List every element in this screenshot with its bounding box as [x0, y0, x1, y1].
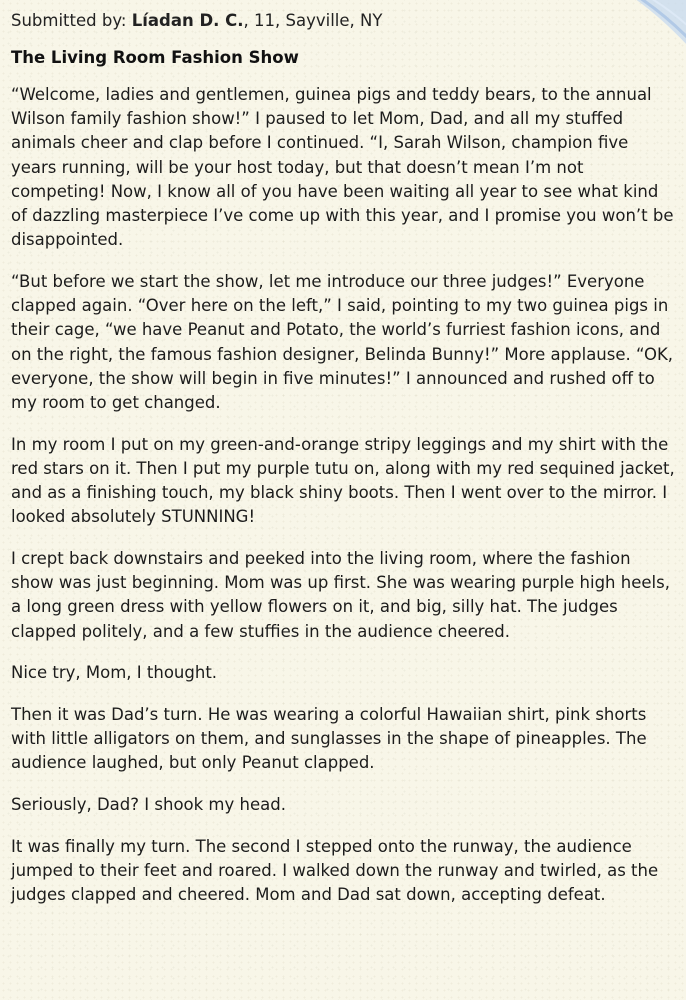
story-paragraph: Seriously, Dad? I shook my head.	[11, 795, 286, 815]
story-paragraph: Then it was Dad’s turn. He was wearing a colorful Hawaiian shirt, pink shorts with little alligators on them, and sunglasses in the shape of pineapples. The audience laughed, but only Peanut clapped.	[11, 704, 647, 773]
story-paragraph: I crept back downstairs and peeked into the living room, where the fashion show was just beginning. Mom was up first. She was wearing purple high heels, a long green dress with yellow flowers on it, and big, silly hat. The judges clapped politely, and a few stuffies in the audience cheered.	[11, 548, 670, 641]
submission-byline	[11, 9, 676, 33]
story-paragraph: In my room I put on my green-and-orange stripy leggings and my shirt with the red stars on it. Then I put my purple tutu on, along with my red sequined jacket, and as a finishing touch, my black shiny boots. Then I went over to the mirror. I looked absolutely STUNNING!	[11, 434, 675, 527]
submission-prefix: Submitted by:	[11, 11, 132, 30]
author-details: , 11, Sayville, NY	[243, 11, 383, 30]
story-content	[11, 0, 676, 907]
story-paragraph: “Welcome, ladies and gentlemen, guinea pigs and teddy bears, to the annual Wilson family fashion show!” I paused to let Mom, Dad, and all my stuffed animals cheer and clap before I continued. “I, Sarah Wilson, champion five years running, will be your host today, but that doesn’t mean I’m not competing! Now, I know all of you have been waiting all year to see what kind of dazzling masterpiece I’ve come up with this year, and I promise you won’t be disappointed.	[11, 85, 674, 250]
author-name: Líadan D. C.	[131, 11, 244, 30]
story-body	[11, 83, 676, 907]
story-title: The Living Room Fashion Show	[11, 48, 299, 67]
story-paragraph: “But before we start the show, let me introduce our three judges!” Everyone clapped again. “Over here on the left,” I said, pointing to my two guinea pigs in their cage, “we have Peanut and Potato, the world’s furriest fashion icons, and on the right, the famous fashion designer, Belinda Bunny!” More applause. “OK, everyone, the show will begin in five minutes!” I announced and rushed off to my room to get changed.	[11, 271, 674, 412]
story-paragraph: Nice try, Mom, I thought.	[11, 663, 218, 683]
story-paragraph: It was finally my turn. The second I stepped onto the runway, the audience jumped to their feet and roared. I walked down the runway and twirled, as the judges clapped and cheered. Mom and Dad sat down, accepting defeat.	[11, 836, 659, 905]
